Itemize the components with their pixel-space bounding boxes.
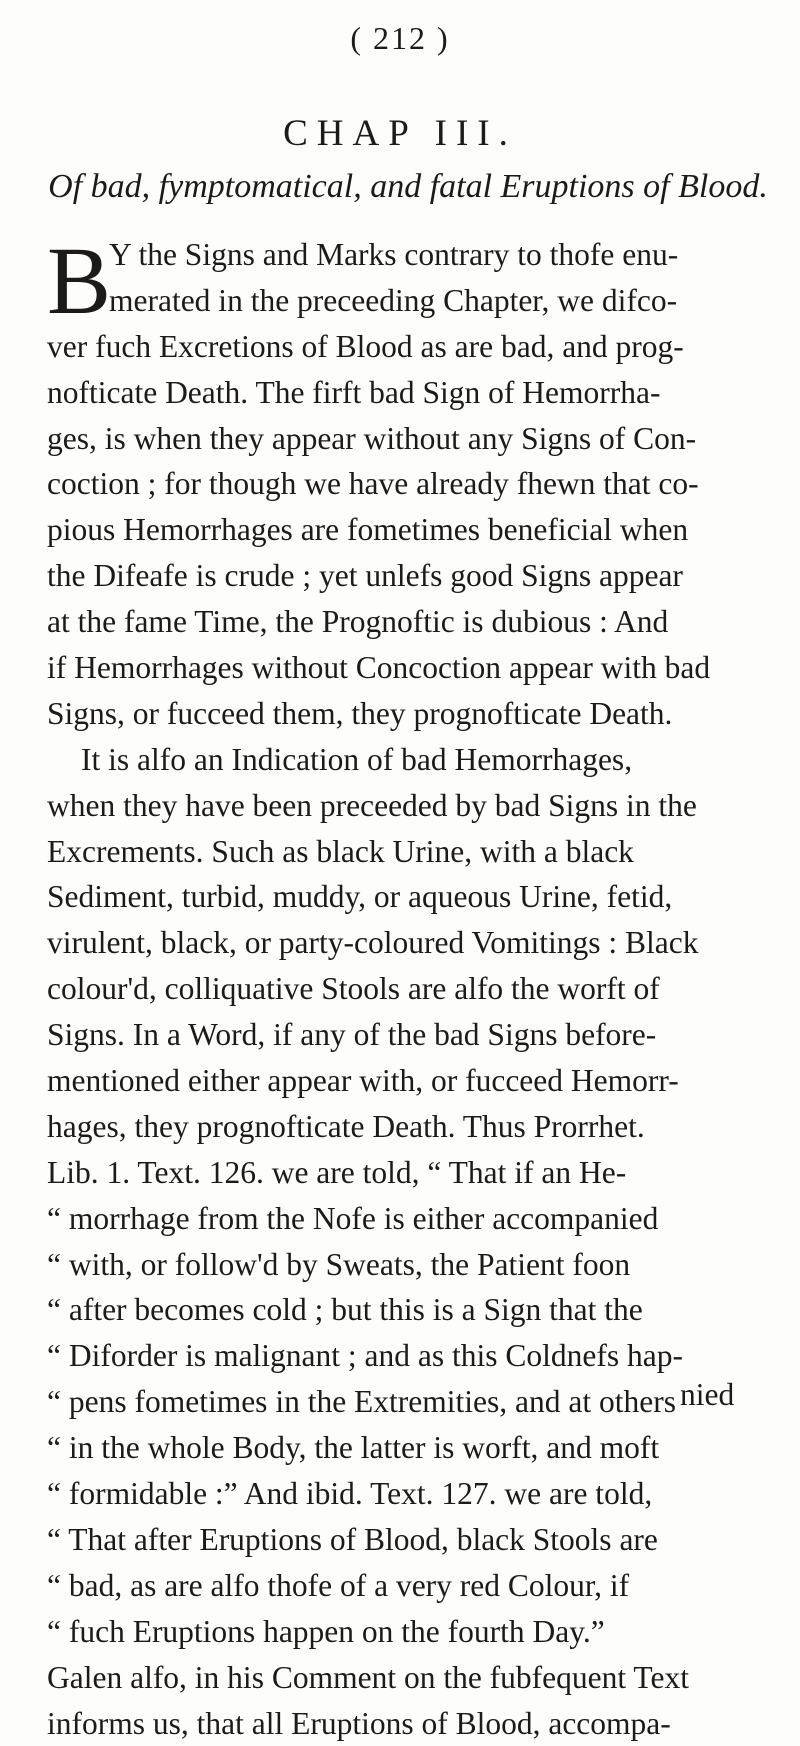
text-line: ges, is when they appear without any Signs of Con-	[47, 416, 767, 462]
catchword: nied	[680, 1377, 734, 1413]
text-line: It is alfo an Indication of bad Hemorrhages,	[47, 737, 767, 783]
text-line: colour'd, colliquative Stools are alfo the worft of	[47, 966, 767, 1012]
text-line: “ in the whole Body, the latter is worft, and moft	[47, 1425, 767, 1471]
text-line: “ after becomes cold ; but this is a Sign that the	[47, 1287, 767, 1333]
chapter-title: Of bad, fymptomatical, and fatal Eruptions of Blood.	[48, 168, 768, 206]
text-line: virulent, black, or party-coloured Vomitings : Black	[47, 920, 767, 966]
chapter-heading: CHAP III.	[0, 112, 800, 155]
text-line: hages, they prognofticate Death. Thus Prorrhet.	[47, 1104, 767, 1150]
text-line: Excrements. Such as black Urine, with a black	[47, 829, 767, 875]
text-line: “ Diforder is malignant ; and as this Coldnefs hap-	[47, 1333, 767, 1379]
text-line: nofticate Death. The firft bad Sign of Hemorrha-	[47, 370, 767, 416]
text-line: coction ; for though we have already fhewn that co-	[47, 461, 767, 507]
text-line: Sediment, turbid, muddy, or aqueous Urine, fetid,	[47, 874, 767, 920]
page-number: ( 212 )	[0, 20, 800, 57]
text-line: “ fuch Eruptions happen on the fourth Day.”	[47, 1609, 767, 1655]
text-line: “ bad, as are alfo thofe of a very red Colour, if	[47, 1563, 767, 1609]
text-line: informs us, that all Eruptions of Blood, accompa-	[47, 1701, 767, 1746]
text-line: if Hemorrhages without Concoction appear with bad	[47, 645, 767, 691]
text-line: mentioned either appear with, or fucceed Hemorr-	[47, 1058, 767, 1104]
text-line: ver fuch Excretions of Blood as are bad, and prog-	[47, 324, 767, 370]
text-line: “ pens fometimes in the Extremities, and at others	[47, 1379, 767, 1425]
text-line: Lib. 1. Text. 126. we are told, “ That if an He-	[47, 1150, 767, 1196]
text-line: “ morrhage from the Nofe is either accompanied	[47, 1196, 767, 1242]
text-line: “ formidable :” And ibid. Text. 127. we are told,	[47, 1471, 767, 1517]
text-line: the Difeafe is crude ; yet unlefs good Signs appear	[47, 553, 767, 599]
text-line: Signs, or fucceed them, they prognofticate Death.	[47, 691, 767, 737]
text-line: “ That after Eruptions of Blood, black Stools are	[47, 1517, 767, 1563]
text-line: Galen alfo, in his Comment on the fubfequent Text	[47, 1655, 767, 1701]
text-line: pious Hemorrhages are fometimes beneficial when	[47, 507, 767, 553]
body-text	[47, 232, 767, 1746]
text-line: Y the Signs and Marks contrary to thofe enu-	[47, 232, 767, 278]
text-line: Signs. In a Word, if any of the bad Signs before-	[47, 1012, 767, 1058]
text-line: merated in the preceeding Chapter, we difco-	[47, 278, 767, 324]
text-line: when they have been preceeded by bad Signs in the	[47, 783, 767, 829]
drop-cap: B	[47, 240, 111, 330]
text-line: “ with, or follow'd by Sweats, the Patient foon	[47, 1242, 767, 1288]
text-line: at the fame Time, the Prognoftic is dubious : And	[47, 599, 767, 645]
